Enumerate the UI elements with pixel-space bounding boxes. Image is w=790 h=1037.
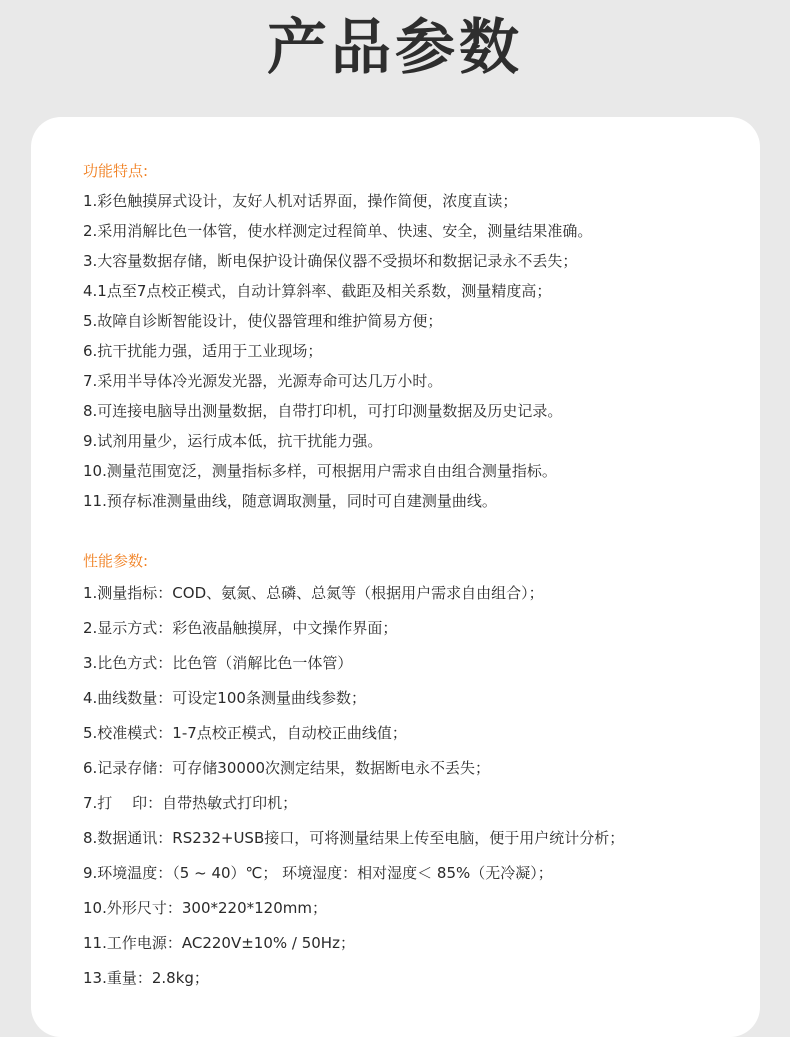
features-heading: 功能特点: xyxy=(83,162,149,180)
performance-list xyxy=(83,583,624,1003)
feature-item: 8.可连接电脑导出测量数据，自带打印机，可打印测量数据及历史记录。 xyxy=(83,402,563,420)
page-title: 产品参数 xyxy=(267,13,523,83)
param-item: 13.重量：2.8kg； xyxy=(83,969,209,987)
features-section xyxy=(83,161,592,521)
feature-item: 7.采用半导体冷光源发光器，光源寿命可达几万小时。 xyxy=(83,372,443,390)
param-item: 1.测量指标：COD、氨氮、总磷、总氮等（根据用户需求自由组合）； xyxy=(83,584,544,602)
features-list xyxy=(83,191,592,521)
param-item: 11.工作电源：AC220V±10% / 50Hz； xyxy=(83,934,355,952)
feature-item: 1.彩色触摸屏式设计，友好人机对话界面，操作简便，浓度直读； xyxy=(83,192,518,210)
feature-item: 5.故障自诊断智能设计，使仪器管理和维护简易方便； xyxy=(83,312,443,330)
param-item: 6.记录存储：可存储30000次测定结果，数据断电永不丢失； xyxy=(83,759,491,777)
param-item: 8.数据通讯：RS232+USB接口，可将测量结果上传至电脑，便于用户统计分析； xyxy=(83,829,625,847)
feature-item: 2.采用消解比色一体管，使水样测定过程简单、快速、安全，测量结果准确。 xyxy=(83,222,593,240)
param-item: 10.外形尺寸：300*220*120mm； xyxy=(83,899,327,917)
performance-section xyxy=(83,551,624,1003)
feature-item: 6.抗干扰能力强，适用于工业现场； xyxy=(83,342,323,360)
param-item: 5.校准模式：1-7点校正模式，自动校正曲线值； xyxy=(83,724,407,742)
feature-item: 3.大容量数据存储，断电保护设计确保仪器不受损坏和数据记录永不丢失； xyxy=(83,252,578,270)
content-card xyxy=(31,117,760,1037)
feature-item: 4.1点至7点校正模式，自动计算斜率、截距及相关系数，测量精度高； xyxy=(83,282,552,300)
performance-heading: 性能参数: xyxy=(83,552,149,570)
feature-item: 10.测量范围宽泛，测量指标多样，可根据用户需求自由组合测量指标。 xyxy=(83,462,557,480)
feature-item: 11.预存标准测量曲线，随意调取测量，同时可自建测量曲线。 xyxy=(83,492,497,510)
param-item: 9.环境温度：（5 ~ 40）℃； 环境湿度：相对湿度＜ 85%（无冷凝）； xyxy=(83,864,553,882)
param-item: 3.比色方式：比色管（消解比色一体管） xyxy=(83,654,353,672)
param-item: 4.曲线数量：可设定100条测量曲线参数； xyxy=(83,689,366,707)
param-item: 7.打 印：自带热敏式打印机； xyxy=(83,794,298,812)
feature-item: 9.试剂用量少，运行成本低，抗干扰能力强。 xyxy=(83,432,383,450)
param-item: 2.显示方式：彩色液晶触摸屏，中文操作界面； xyxy=(83,619,398,637)
